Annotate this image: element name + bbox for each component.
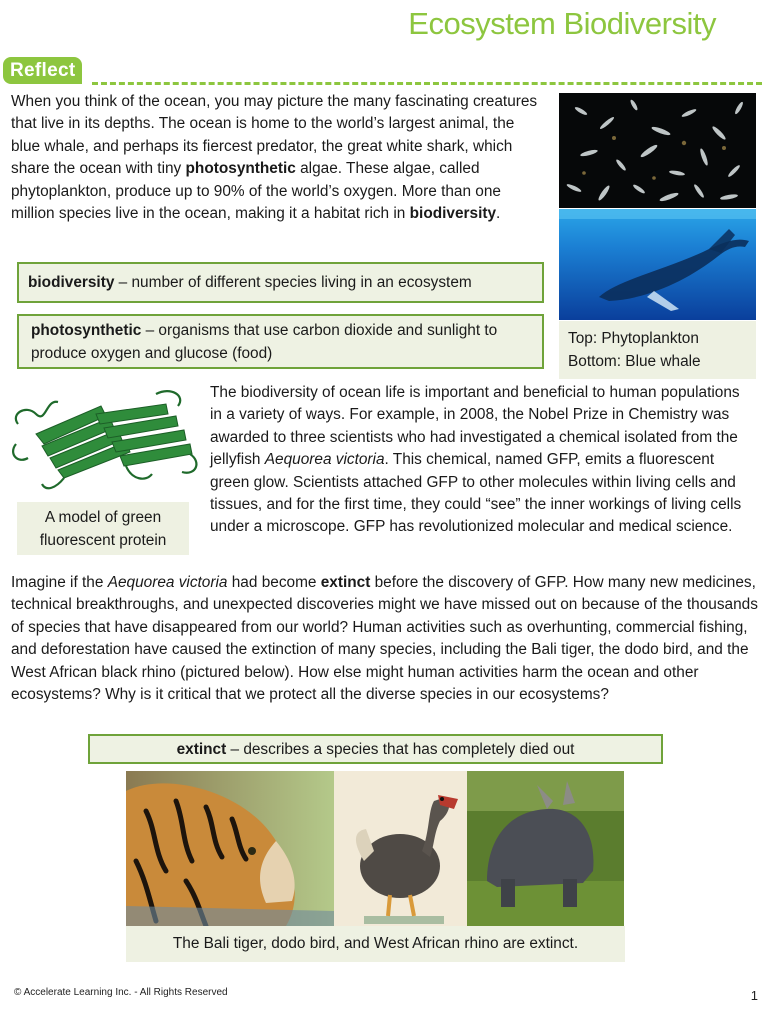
- vocab-box-photosynthetic: [17, 314, 544, 369]
- italic-name: Aequorea victoria: [107, 574, 228, 591]
- copyright-notice: © Accelerate Learning Inc. - All Rights Reserved: [14, 987, 228, 998]
- gfp-caption: A model of green fluorescent protein: [17, 502, 189, 555]
- page-number: 1: [750, 988, 758, 1003]
- gfp-protein-model-image: [6, 384, 205, 496]
- text-run: When you think of the ocean, you may picture the many fascinating creatures that live in its depths. The ocean is home to the world’s largest animal, the blue whale, and perhaps its fiercest predator, the great white shark, which share the ocean with tiny: [11, 93, 538, 178]
- extinction-paragraph: [11, 572, 761, 706]
- section-badge: Reflect: [3, 57, 82, 84]
- text-run: .: [496, 205, 501, 223]
- dodo-bird-image: [334, 771, 467, 926]
- ocean-images-caption: [559, 321, 756, 379]
- text-run: had become: [227, 574, 321, 591]
- vocab-term: photosynthetic: [31, 322, 142, 339]
- vocab-box-biodiversity: [17, 262, 544, 303]
- intro-paragraph: [11, 91, 539, 225]
- bold-term: extinct: [320, 574, 371, 591]
- vocab-term: extinct: [176, 741, 227, 758]
- caption-bottom: Bottom: Blue whale: [568, 352, 701, 370]
- west-african-rhino-image: [467, 771, 624, 926]
- text-run: . This chemical, named GFP, emits a fluorescent green glow. Scientists attached GFP to other molecules within living cells and tissues, and for the first time, they could “see” the inner workings of living cells under a microscope. GFP has revolutionized molecular and medical science.: [210, 451, 742, 536]
- bold-term: photosynthetic: [185, 160, 296, 178]
- text-run: The biodiversity of ocean life is important and beneficial to human populations in a variety of ways. For example, in 2008, the Nobel Prize in Chemistry was awarded to three scientists who had investigated a chemical isolated from the jellyfish: [210, 384, 740, 469]
- caption-top: Top: Phytoplankton: [568, 330, 699, 347]
- text-run: algae. These algae, called phytoplankton, produce up to 90% of the world’s oxygen. More than one million species live in the ocean, making it a habitat rich in: [11, 160, 501, 223]
- blue-whale-image: [559, 209, 756, 320]
- italic-name: Aequorea victoria: [264, 451, 385, 469]
- vocab-term: biodiversity: [28, 274, 115, 291]
- text-run: Imagine if the: [11, 574, 108, 591]
- vocab-definition: – describes a species that has completely died out: [226, 741, 575, 758]
- gfp-paragraph: [210, 382, 750, 539]
- vocab-definition: – organisms that use carbon dioxide and sunlight to produce oxygen and glucose (food): [31, 322, 498, 362]
- bold-term: biodiversity: [409, 205, 497, 223]
- bali-tiger-image: [126, 771, 334, 926]
- extinct-animals-caption: The Bali tiger, dodo bird, and West African rhino are extinct.: [126, 926, 625, 962]
- vocab-box-extinct: [88, 734, 663, 764]
- text-run: before the discovery of GFP. How many new medicines, technical breakthroughs, and unexpected discoveries might we have missed out on because of the thousands of species that have disappeared from our world? Human activities such as overhunting, commercial fishing, and deforestation have caused the extinction of many species, including the Bali tiger, the dodo bird, and the West African black rhino (pictured below). How else might human activities harm the ocean and other ecosystems? Why is it critical that we protect all the diverse species in our ecosystems?: [11, 574, 758, 704]
- section-divider: [92, 82, 762, 85]
- phytoplankton-image: [559, 93, 756, 208]
- page-title: Ecosystem Biodiversity: [408, 6, 716, 41]
- vocab-definition: – number of different species living in an ecosystem: [114, 274, 472, 291]
